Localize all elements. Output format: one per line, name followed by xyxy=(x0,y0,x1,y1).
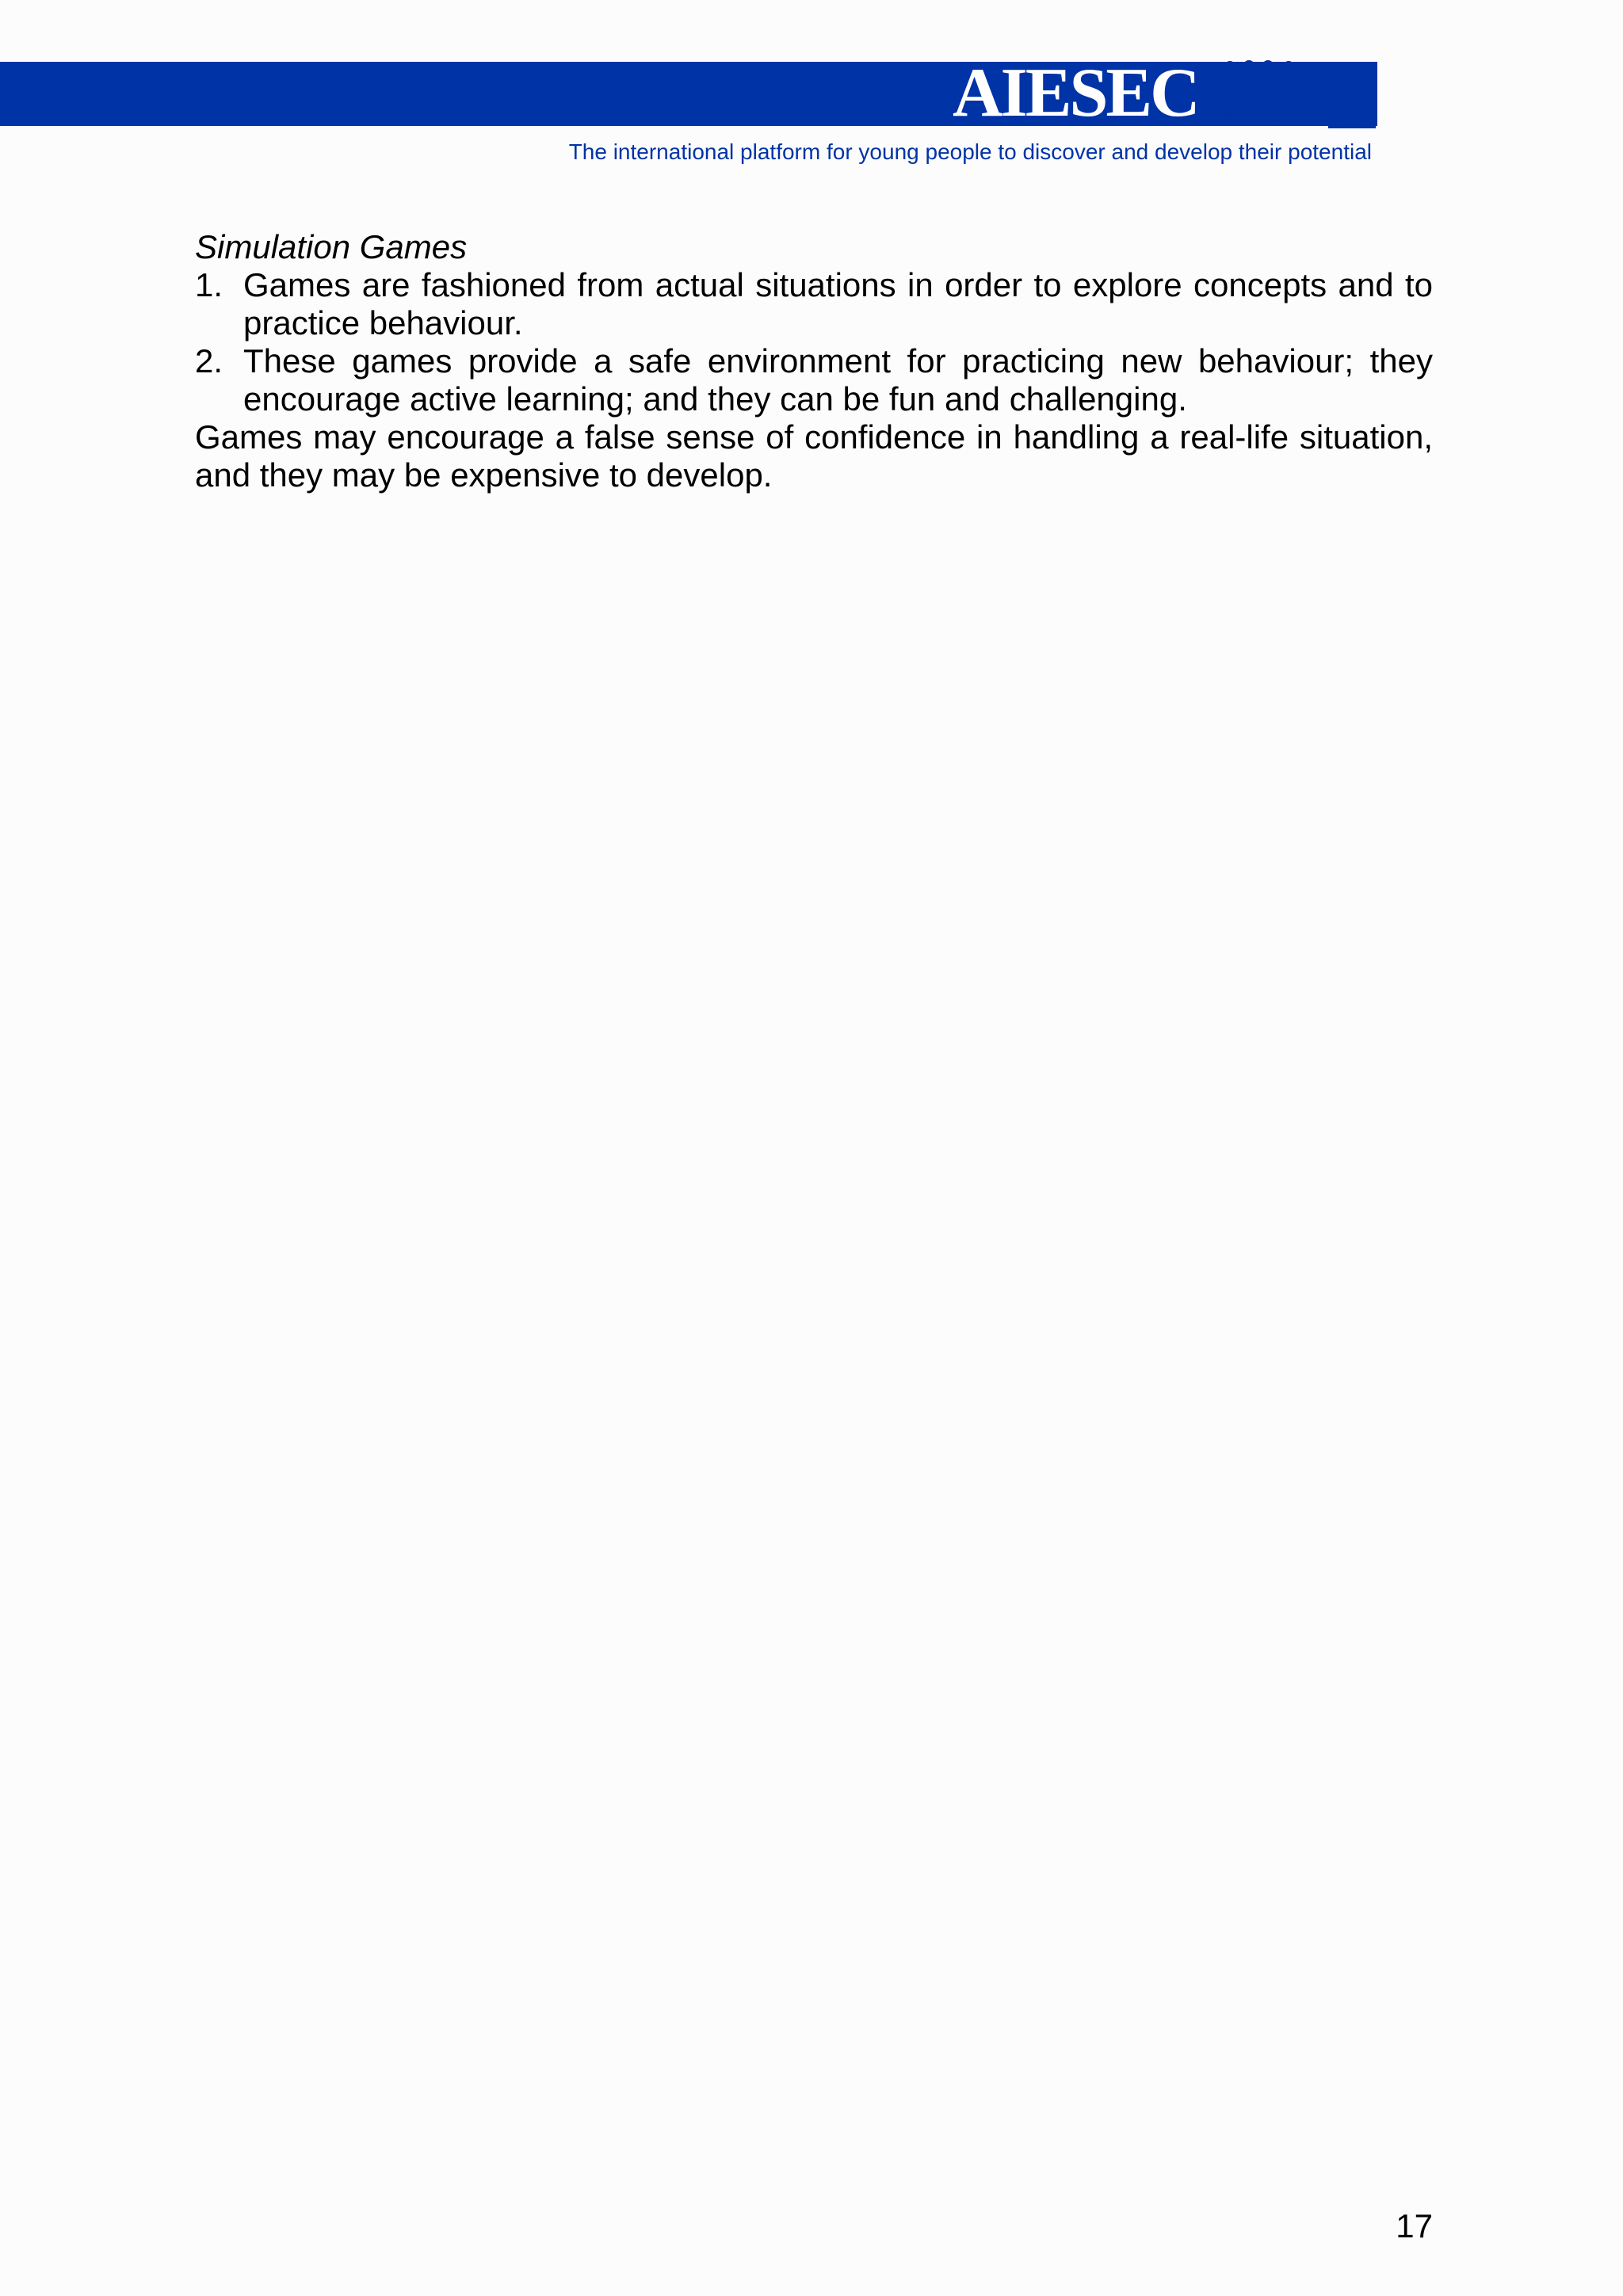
list-item-number: 1. xyxy=(195,266,223,303)
list-item xyxy=(195,266,1433,342)
header-tagline: The international platform for young people to discover and develop their potential xyxy=(568,139,1372,164)
list-item-text: These games provide a safe environment for practicing new behaviour; they encourage active learning; and they can be fun and challenging. xyxy=(243,342,1433,418)
section-heading: Simulation Games xyxy=(195,228,468,265)
page-content xyxy=(195,228,1433,494)
list-item-text: Games are fashioned from actual situations in order to explore concepts and to practice behaviour. xyxy=(243,266,1433,341)
walking-people-icon xyxy=(1217,59,1376,130)
list-item-number: 2. xyxy=(195,342,223,379)
logo-wordmark: AIESEC xyxy=(953,55,1198,132)
aiesec-logo xyxy=(948,55,1376,132)
numbered-list xyxy=(195,266,1433,418)
page-number: 17 xyxy=(1396,2207,1433,2245)
list-item xyxy=(195,342,1433,418)
body-paragraph: Games may encourage a false sense of confidence in handling a real-life situation, and they may be expensive to develop. xyxy=(195,418,1433,494)
